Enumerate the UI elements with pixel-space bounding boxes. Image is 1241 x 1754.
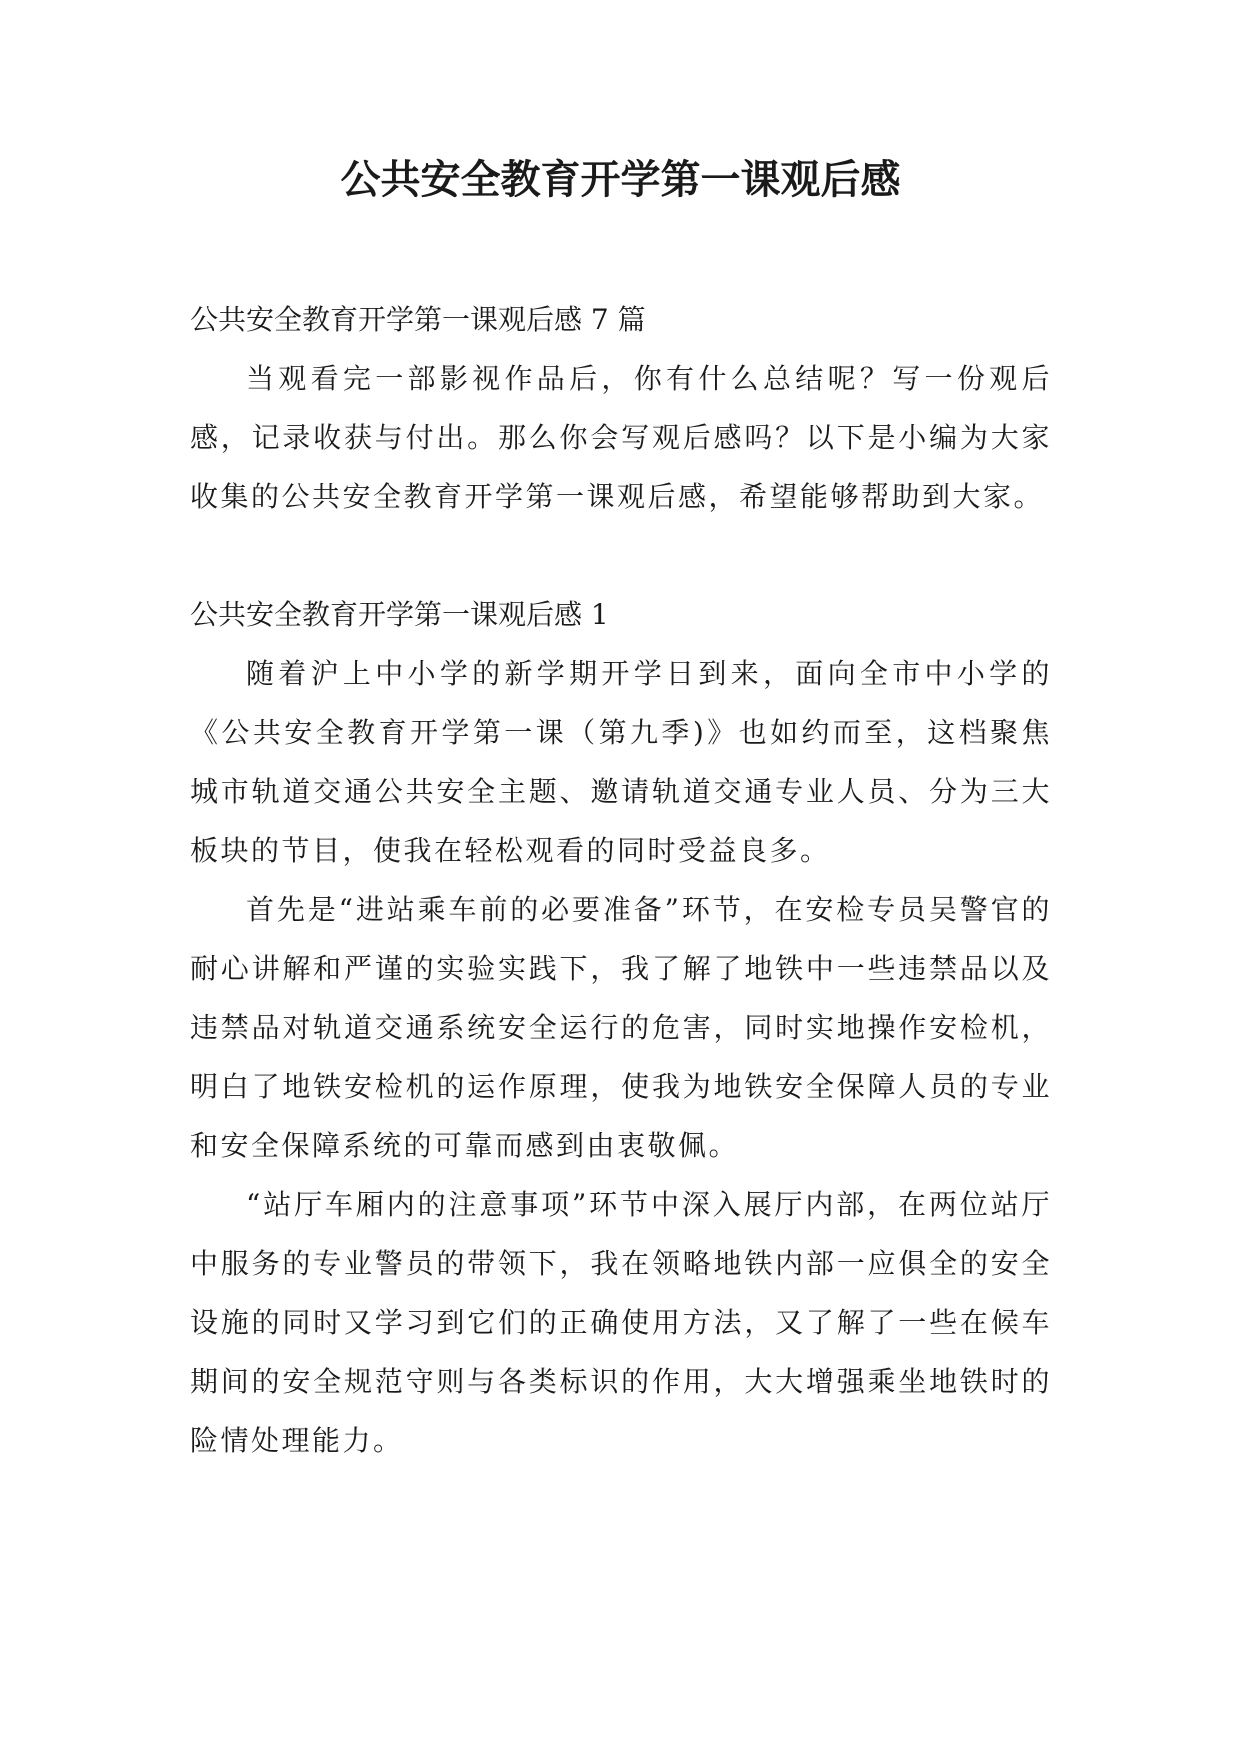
section1-heading: 公共安全教育开学第一课观后感 1 [190,598,609,631]
section1-paragraph-3: “站厅车厢内的注意事项”环节中深入展厅内部，在两位站厅中服务的专业警员的带领下，我在领略地铁内部一应俱全的安全设施的同时又学习到它们的正确使用方法，又了解了一些在候车期间的安全规范守则与各类标识的作用，大大增强乘坐地铁时的险情处理能力。 [190,1188,1052,1457]
section1-paragraph-2: 首先是“进站乘车前的必要准备”环节，在安检专员吴警官的耐心讲解和严谨的实验实践下，我了解了地铁中一些违禁品以及违禁品对轨道交通系统安全运行的危害，同时实地操作安检机，明白了地铁安检机的运作原理，使我为地铁安全保障人员的专业和安全保障系统的可靠而感到由衷敬佩。 [190,893,1052,1162]
section1-paragraph-1: 随着沪上中小学的新学期开学日到来，面向全市中小学的《公共安全教育开学第一课（第九季)》也如约而至，这档聚焦城市轨道交通公共安全主题、邀请轨道交通专业人员、分为三大板块的节目，使我在轻松观看的同时受益良多。 [190,657,1052,867]
document-body [190,290,1052,1470]
document-title: 公共安全教育开学第一课观后感 [340,157,901,203]
intro-paragraph: 当观看完一部影视作品后，你有什么总结呢？写一份观后感，记录收获与付出。那么你会写观后感吗？以下是小编为大家收集的公共安全教育开学第一课观后感，希望能够帮助到大家。 [190,362,1052,513]
section-spacer [190,526,1052,585]
intro-heading: 公共安全教育开学第一课观后感 7 篇 [190,303,646,336]
